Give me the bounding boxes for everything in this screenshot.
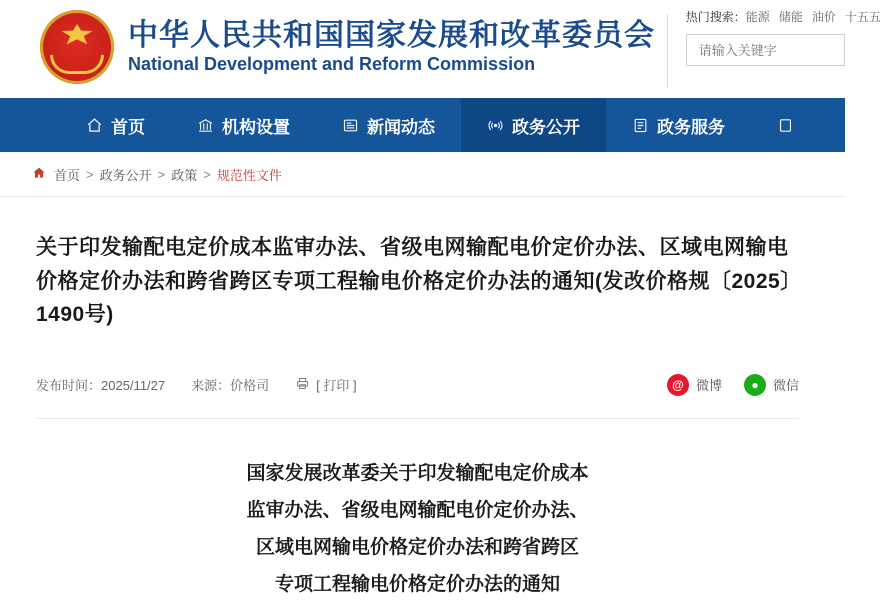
header-search-area: [685, 0, 881, 66]
share-group: [667, 374, 799, 396]
document-heading-line-0: 国家发展改革委关于印发输配电定价成本: [246, 462, 589, 484]
hot-search-label: 热门搜索：: [685, 10, 746, 24]
service-icon: [632, 117, 649, 134]
source-value: 价格司: [230, 378, 270, 394]
source-label: 来源：: [191, 378, 231, 394]
nav-label-news: 新闻动态: [367, 117, 435, 137]
breadcrumb-sep-0: >: [86, 166, 94, 182]
site-header: [0, 0, 881, 98]
nav-item-overflow[interactable]: [751, 98, 820, 152]
hot-search-term-0[interactable]: 能源: [745, 10, 770, 24]
main-nav: [0, 98, 845, 152]
share-wechat[interactable]: [744, 374, 799, 396]
document-heading: [36, 455, 799, 603]
breadcrumb-item-1[interactable]: 政务公开: [99, 167, 152, 183]
breadcrumb-sep-2: >: [203, 166, 211, 182]
share-weibo-label: 微博: [695, 378, 722, 394]
article-meta: [36, 374, 799, 419]
nav-item-government-affairs[interactable]: [461, 98, 606, 152]
home-icon: [86, 117, 103, 134]
nav-item-government-service[interactable]: [606, 98, 751, 152]
hot-search-term-2[interactable]: 油价: [811, 10, 836, 24]
hot-search-term-1[interactable]: 储能: [778, 10, 803, 24]
site-title-cn: 中华人民共和国国家发展和改革委员会: [128, 18, 655, 52]
publish-time-value: 2025/11/27: [101, 378, 166, 394]
print-label: [ 打印 ]: [316, 378, 357, 394]
weibo-icon: @: [667, 374, 689, 396]
breadcrumb-current: 规范性文件: [216, 167, 282, 183]
share-weibo[interactable]: [667, 374, 722, 396]
nav-label-government-affairs: 政务公开: [512, 117, 580, 137]
nav-item-home[interactable]: [60, 98, 171, 152]
header-divider: [667, 14, 668, 88]
publish-time-label: 发布时间：: [36, 378, 102, 394]
print-button[interactable]: [295, 375, 356, 394]
document-heading-line-2: 区域电网输电价格定价办法和跨省跨区: [255, 536, 579, 558]
hot-search-row: [685, 8, 881, 25]
source: [191, 375, 269, 394]
printer-icon: [295, 376, 310, 394]
document-heading-line-1: 监审办法、省级电网输配电价定价办法、: [246, 499, 589, 521]
nav-item-news[interactable]: [316, 98, 461, 152]
share-wechat-label: 微信: [772, 378, 799, 394]
search-input[interactable]: [697, 42, 877, 59]
article: [0, 197, 845, 603]
home-solid-icon: [32, 166, 46, 183]
hot-search-term-3[interactable]: 十五五: [844, 10, 881, 24]
publish-time: [36, 375, 165, 394]
nav-label-government-service: 政务服务: [657, 117, 725, 137]
national-emblem-icon: [40, 10, 114, 84]
breadcrumb-item-0[interactable]: 首页: [54, 167, 81, 183]
page-title: 关于印发输配电定价成本监审办法、省级电网输配电价定价办法、区域电网输电价格定价办法和跨省跨区专项工程输电价格定价办法的通知(发改价格规〔2025〕1490号): [36, 236, 792, 327]
site-title-en: National Development and Reform Commission: [128, 54, 536, 75]
document-heading-line-3: 专项工程输电价格定价办法的通知: [274, 573, 560, 595]
breadcrumb: [0, 152, 845, 197]
nav-label-organization: 机构设置: [222, 117, 290, 137]
bank-icon: [197, 117, 214, 134]
nav-item-organization[interactable]: [171, 98, 316, 152]
breadcrumb-sep-1: >: [157, 166, 166, 182]
search-box[interactable]: [686, 34, 845, 66]
wechat-icon: ●: [744, 374, 766, 396]
site-title-block: [128, 20, 655, 74]
chevron-right-icon: [777, 117, 794, 134]
news-icon: [342, 117, 359, 134]
broadcast-icon: [487, 117, 504, 134]
breadcrumb-item-2[interactable]: 政策: [171, 167, 198, 183]
nav-label-home: 首页: [111, 117, 145, 137]
site-brand[interactable]: [0, 0, 655, 84]
